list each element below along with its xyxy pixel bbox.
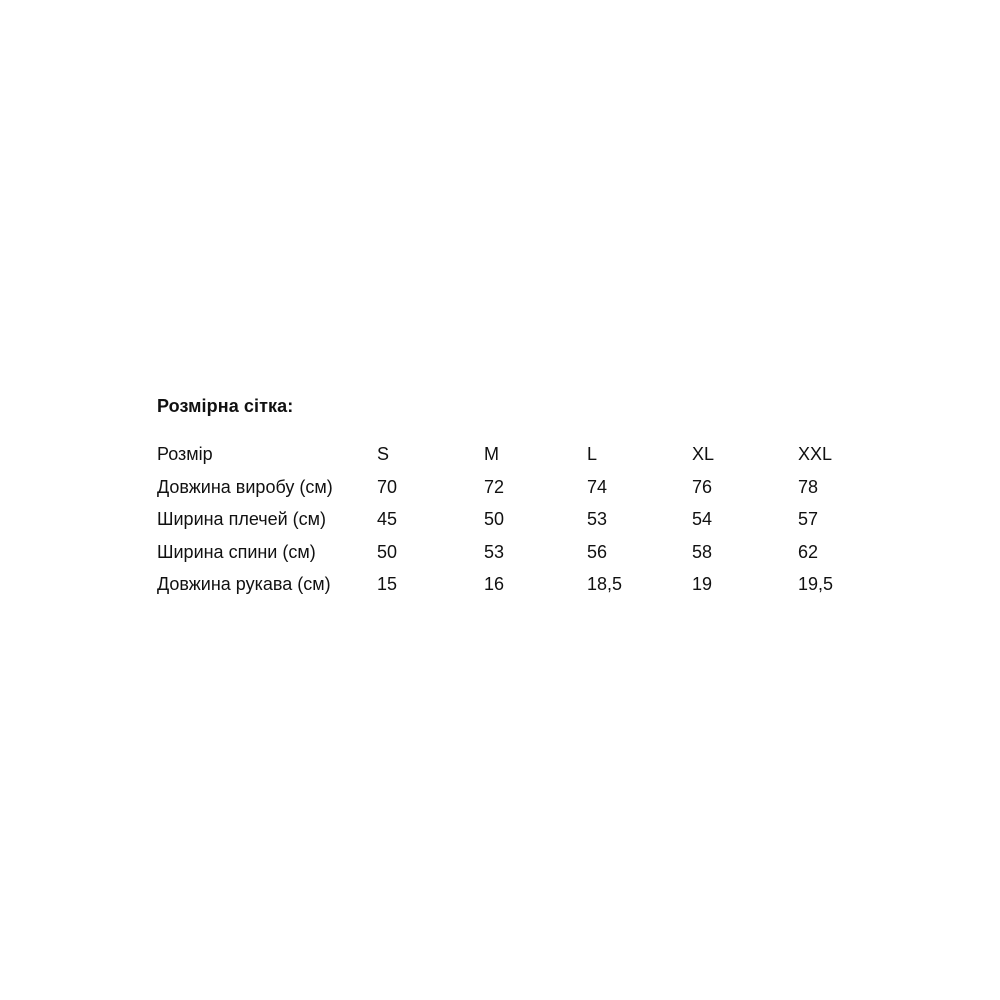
table-cell: 58 [692,541,713,562]
table-cell: 50 [484,509,505,530]
header-cell-xxl: XXL [798,444,833,465]
table-row [157,536,898,569]
table-cell: 62 [798,541,819,562]
header-cell-size: Розмір [157,444,213,465]
table-cell: 45 [377,509,398,530]
size-table [157,438,898,601]
table-header-row [157,438,898,471]
size-chart [157,394,917,601]
table-cell: 72 [484,476,505,497]
table-cell: 53 [484,541,505,562]
table-cell: 70 [377,476,398,497]
table-cell: 76 [692,476,713,497]
table-cell: 19 [692,574,713,595]
row-label: Ширина плечей (см) [157,509,327,530]
row-label: Ширина спини (см) [157,541,316,562]
header-cell-l: L [587,444,598,465]
row-label: Довжина виробу (см) [157,476,333,497]
header-cell-xl: XL [692,444,715,465]
table-cell: 16 [484,574,505,595]
table-cell: 53 [587,509,608,530]
table-cell: 78 [798,476,819,497]
header-cell-s: S [377,444,390,465]
row-label: Довжина рукава (см) [157,574,331,595]
table-cell: 18,5 [587,574,623,595]
table-cell: 19,5 [798,574,834,595]
table-cell: 15 [377,574,398,595]
header-cell-m: M [484,444,499,465]
table-row [157,503,898,536]
table-cell: 56 [587,541,608,562]
chart-title: Розмірна сітка: [157,396,294,416]
table-cell: 74 [587,476,608,497]
table-cell: 57 [798,509,819,530]
table-cell: 54 [692,509,713,530]
table-row [157,471,898,504]
table-cell: 50 [377,541,398,562]
table-row [157,568,898,601]
